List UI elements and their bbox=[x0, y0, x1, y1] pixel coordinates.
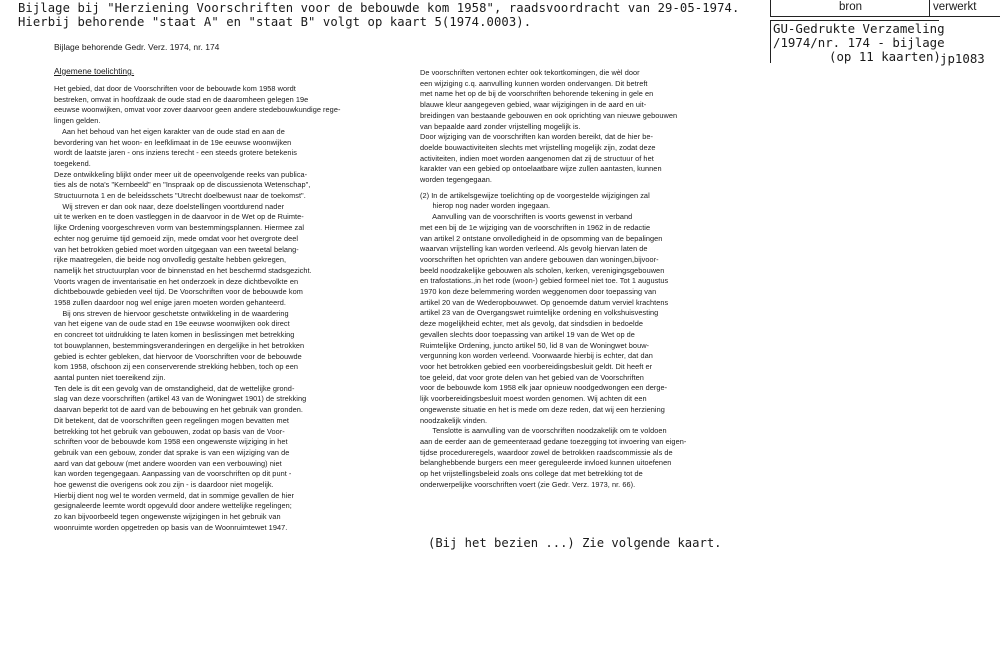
text-line: artikel 20 van de Wederopbouwwet. Op genoemde datum verviel krachtens bbox=[420, 297, 669, 307]
text-line: Het gebied, dat door de Voorschriften voor de bebouwde kom 1958 wordt bbox=[54, 84, 296, 93]
text-line: aan de eerder aan de gemeenteraad gedane toezegging tot invoering van eigen- bbox=[420, 436, 687, 446]
text-line: Wij streven er dan ook naar, deze doelstellingen voortdurend nader bbox=[54, 201, 285, 211]
text-line: bevordering van het woon- en leefklimaat in de 19e eeuwse woonwijken bbox=[54, 137, 292, 147]
subheader: Bijlage behorende Gedr. Verz. 1974, nr. 174 bbox=[54, 42, 220, 52]
text-line: betrekking tot het gebruik van gebouwen, zodat op basis van de Voor- bbox=[54, 426, 285, 436]
text-line: lingen gelden. bbox=[54, 116, 101, 126]
header-line-2: Hierbij behorende "staat A" en "staat B" volgt op kaart 5(1974.0003). bbox=[18, 15, 532, 29]
text-line: beeld noodzakelijke gebouwen als scholen, kerken, verenigingsgebouwen bbox=[420, 265, 665, 275]
text-line: Ruimtelijke Ordening, juncto artikel 50, lid 8 van de Woningwet bouw- bbox=[420, 340, 650, 350]
text-line: Aan het behoud van het eigen karakter van de oude stad en aan de bbox=[54, 126, 285, 136]
text-line: Aanvulling van de voorschriften is voorts gewenst in verband bbox=[420, 212, 633, 222]
text-line: schriften voor de bebouwde kom 1958 een ongewenste wijziging in het bbox=[54, 437, 288, 447]
text-line: voorschriften het oprichten van andere gebouwen dan woningen,bijvoor- bbox=[420, 254, 659, 264]
header-line-1: Bijlage bij "Herziening Voorschriften voor de bebouwde kom 1958", raadsvoordracht van 29-05-1974. bbox=[18, 1, 740, 15]
archive-line-1: GU-Gedrukte Verzameling bbox=[773, 21, 945, 36]
text-line: Voorts vragen de inventarisatie en het onderzoek in deze dichtbevolkte en bbox=[54, 276, 299, 286]
text-line: activiteiten, indien moet worden aangenomen dat zij de structuur of het bbox=[420, 153, 654, 163]
text-line: waarvan vrijstelling kan worden verleend. Als gevolg hiervan laten de bbox=[420, 244, 648, 254]
archive-line-2: /1974/nr. 174 - bijlage bbox=[773, 35, 945, 50]
text-line: gevallen slechts door toepassing van artikel 19 van de Wet op de bbox=[420, 329, 635, 339]
text-line: van het betrokken gebied moet worden uitgegaan van een tweetal belang- bbox=[54, 244, 299, 254]
meta-bron-label: bron bbox=[839, 1, 863, 13]
text-line: voor het betrokken gebied een voorbereidingsbesluit geldt. Dit heeft er bbox=[420, 361, 653, 371]
text-line: toegekend. bbox=[54, 158, 91, 168]
text-line: echter nog geruime tijd gemoeid zijn, mede omdat voor het overgrote deel bbox=[54, 233, 299, 243]
text-line: Deze ontwikkeling blijkt onder meer uit de opeenvolgende reeks van publica- bbox=[54, 169, 308, 179]
text-line: met name het op de bij de voorschriften behorende tekening in gele en bbox=[420, 89, 654, 99]
text-line: aard van dat gebouw (met andere woorden van een verbouwing) niet bbox=[54, 458, 282, 468]
text-line: lijke Ordening voorgeschreven vorm van bestemmingsplannen. Hiermee zal bbox=[54, 223, 305, 233]
text-line: vergunning kon worden verleend. Voorwaarde hierbij is echter, dat dan bbox=[420, 351, 653, 361]
text-line: ongewenste situatie en het is mede om deze reden, dat wij een herziening bbox=[420, 404, 665, 414]
text-line: lijk voorbereidingsbesluit moest worden genomen. Wij achten dit een bbox=[420, 394, 647, 404]
right-column-body bbox=[420, 68, 780, 490]
text-line: uit te werken en te doen vastleggen in de daarvoor in de Wet op de Ruimte- bbox=[54, 212, 304, 222]
text-line: doelde bouwactiviteiten slechts met vrijstelling mogelijk zijn, zodat deze bbox=[420, 142, 656, 152]
text-line: Bij ons streven de hiervoor geschetste ontwikkeling in de waardering bbox=[54, 308, 289, 318]
text-line: gesignaleerde leemte wordt opgevuld door andere wettelijke regelingen; bbox=[54, 501, 292, 511]
text-line: van artikel 2 ontstane onvolledigheid in de opsomming van de bepalingen bbox=[420, 233, 663, 243]
text-line: kom 1958, ofschoon zij een conserverende strekking hebben, toch op een bbox=[54, 362, 298, 372]
text-line: onderwerpelijke voorschriften voert (zie Gedr. Verz. 1973, nr. 66). bbox=[420, 479, 636, 489]
closing-line: (Bij het bezien ...) Zie volgende kaart. bbox=[428, 536, 722, 550]
left-column-body bbox=[54, 84, 394, 534]
text-line: noodzakelijk vinden. bbox=[420, 415, 488, 425]
text-line: ties als de nota's "Kernbeeld" en "Inspraak op de discussienota Wetenschap", bbox=[54, 180, 311, 190]
text-line: gebied is echter gebleken, dat hiervoor de Voorschriften voor de bebouwde bbox=[54, 351, 302, 361]
archive-code: jp1083 bbox=[940, 51, 985, 66]
text-line: breidingen van bestaande gebouwen en ook oprichting van nieuwe gebouwen bbox=[420, 110, 678, 120]
text-line: kan worden tegengegaan. Aanpassing van de voorschriften op dit punt - bbox=[54, 469, 292, 479]
text-line: De voorschriften vertonen echter ook tekortkomingen, die wèl door bbox=[420, 68, 640, 77]
text-line: op het vrijstellingsbeleid zoals ons college dat met betrekking tot de bbox=[420, 469, 643, 479]
text-line: wordt de laatste jaren - ons inziens terecht - een steeds grotere betekenis bbox=[54, 148, 297, 158]
text-line: zo kan bijvoorbeeld tegen ongewenste wijzigingen in het gebruik van bbox=[54, 512, 281, 522]
text-line: eeuwse woonwijken, omvat voor zover daarvoor geen andere stedebouwkundige rege- bbox=[54, 105, 341, 115]
text-line: hoe gewenst die overigens ook zou zijn - is daardoor niet mogelijk. bbox=[54, 480, 274, 490]
text-line: tijdse procedureregels, waardoor zowel de betrokken raadscommissie als de bbox=[420, 447, 673, 457]
text-line: van bepaalde aard zonder vrijstelling mogelijk is. bbox=[420, 121, 581, 131]
text-line: slag van deze voorschriften (artikel 43 van de Woningwet 1901) de strekking bbox=[54, 394, 307, 404]
text-line: worden tegengegaan. bbox=[420, 175, 492, 185]
text-line: bestreken, omvat in hoofdzaak de oude stad en de daaromheen gelegen 19e bbox=[54, 94, 309, 104]
text-line: Door wijziging van de voorschriften kan worden bereikt, dat de hier be- bbox=[420, 132, 653, 142]
text-line: woonruimte worden opgetreden op basis van de Woonruimtewet 1947. bbox=[54, 522, 288, 532]
text-line: Ten dele is dit een gevolg van de omstandigheid, dat de wettelijke grond- bbox=[54, 383, 295, 393]
text-line: deze mogelijkheid echter, met als gevolg, dat sindsdien in bedoelde bbox=[420, 319, 643, 329]
text-line: 1970 kon deze belemmering worden weggenomen door toepassing van bbox=[420, 287, 657, 297]
text-line: Hierbij dient nog wel te worden vermeld, dat in sommige gevallen de hier bbox=[54, 490, 294, 500]
text-line: artikel 23 van de Overgangswet ruimtelijke ordening en volkshuisvesting bbox=[420, 308, 659, 318]
text-line: 1958 zullen daardoor nog wel enige jaren moeten worden gehanteerd. bbox=[54, 298, 286, 308]
text-line: Structuurnota 1 en de beleidsschets "Utrecht doelbewust naar de toekomst". bbox=[54, 191, 306, 201]
meta-verwerkt-label: verwerkt bbox=[933, 1, 977, 13]
text-line: belanghebbende burgers een meer gereguleerde invloed kunnen uitoefenen bbox=[420, 458, 672, 468]
text-line: tot bouwplannen, bestemmingsveranderingen en dergelijke in het betrokken bbox=[54, 340, 305, 350]
text-line: rijke maatregelen, die beide nog onvolledig gestalte hebben gekregen, bbox=[54, 255, 287, 265]
text-line: een wijziging c.q. aanvulling kunnen worden ondervangen. Dit betreft bbox=[420, 78, 648, 88]
text-line: voor de bebouwde kom 1958 elk jaar opnieuw noodgedwongen een derge- bbox=[420, 383, 668, 393]
text-line: en concreet tot uitdrukking te laten komen in beslissingen met betrekking bbox=[54, 330, 295, 340]
archive-line-3: (op 11 kaarten) bbox=[829, 49, 941, 64]
archive-box bbox=[770, 20, 945, 64]
text-line: aantal punten niet toereikend zijn. bbox=[54, 372, 166, 382]
text-line: karakter van een gebied op ontoelaatbare wijze zullen aantasten, kunnen bbox=[420, 164, 662, 174]
text-line: met een bij de 1e wijziging van de voorschriften in 1962 in de redactie bbox=[420, 222, 651, 232]
text-line: gebruik van een gebouw, zonder dat sprake is van een wijziging van de bbox=[54, 447, 290, 457]
left-column-title: Algemene toelichting. bbox=[54, 66, 135, 76]
text-line: Tenslotte is aanvulling van de voorschriften noodzakelijk om te voldoen bbox=[420, 426, 667, 436]
text-line: namelijk het structuurplan voor de binnenstad en het beschermd stadsgezicht. bbox=[54, 265, 312, 275]
text-line: daarvan beperkt tot de aard van de bebouwing en het gebruik van gronden. bbox=[54, 405, 303, 415]
meta-divider bbox=[929, 0, 930, 16]
text-line: (2) In de artikelsgewijze toelichting op de voorgestelde wijzigingen zal bbox=[420, 190, 650, 200]
text-line: van het eigene van de oude stad en 19e eeuwse woonwijken ook direct bbox=[54, 319, 290, 329]
text-line: hierop nog nader worden ingegaan. bbox=[420, 201, 551, 211]
text-line: toe geleid, dat voor grote delen van het gebied van de Voorschriften bbox=[420, 372, 644, 382]
text-line: blauwe kleur aangegeven gebied, waar wijzigingen in de aard en uit- bbox=[420, 100, 647, 110]
text-line: dichtbebouwde gebieden veel tijd. De Voorschriften voor de bebouwde kom bbox=[54, 287, 303, 297]
text-line: Dit betekent, dat de voorschriften geen regelingen mogen bevatten met bbox=[54, 415, 289, 425]
meta-table bbox=[770, 0, 1000, 17]
text-line: en trafostations.,in het rode (woon-) gebied formeel niet toe. Tot 1 augustus bbox=[420, 276, 669, 286]
